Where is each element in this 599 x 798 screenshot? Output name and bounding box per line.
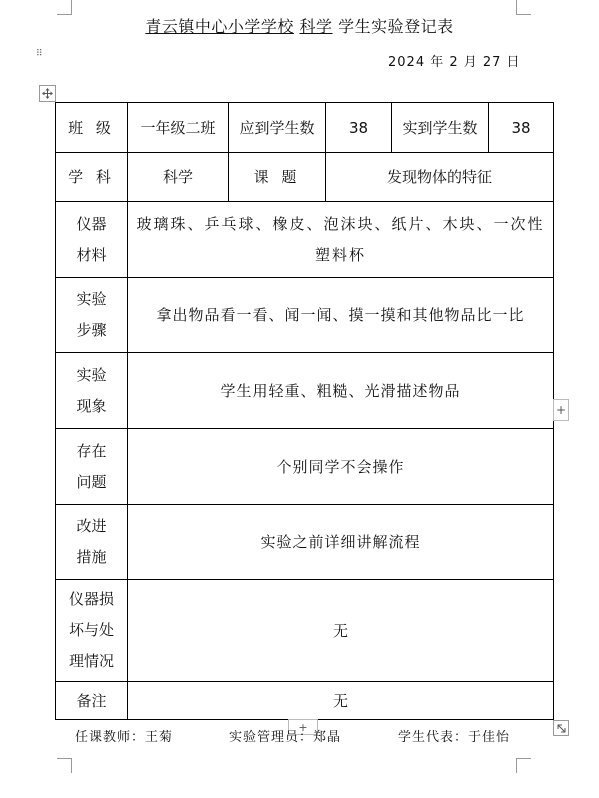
damage-label: [56, 580, 128, 682]
table-row: [56, 429, 554, 505]
actual-students-label: 实到学生数: [392, 103, 489, 153]
phenomena-label: [56, 353, 128, 429]
problems-value[interactable]: 个别同学不会操作: [128, 429, 554, 505]
steps-label-line-2: 步骤: [76, 321, 107, 339]
improvement-label-line-2: 措施: [76, 548, 107, 566]
notes-label: 备注: [56, 682, 128, 720]
problems-label: [56, 429, 128, 505]
title-school-suffix: 学校: [260, 17, 294, 36]
table-move-icon[interactable]: [39, 85, 56, 102]
steps-value[interactable]: 拿出物品看一看、闻一闻、摸一摸和其他物品比一比: [128, 278, 554, 353]
steps-label: [56, 278, 128, 353]
damage-label-line-2: 坏与处: [68, 621, 114, 639]
add-column-button[interactable]: +: [553, 399, 569, 421]
page-corner-mark-bottom-right: [516, 758, 531, 773]
page-corner-mark-top-left: [57, 0, 72, 15]
improvement-label-line-1: 改进: [76, 517, 107, 535]
title-school-name: 青云镇中心小学: [145, 17, 261, 36]
title-subject: 科学: [299, 17, 333, 36]
table-row: [56, 278, 554, 353]
add-row-button[interactable]: +: [288, 719, 318, 735]
title-rest: 学生实验登记表: [338, 17, 454, 36]
table-row: [56, 682, 554, 720]
table-row: [56, 353, 554, 429]
page-corner-mark-bottom-left: [57, 758, 72, 773]
expected-students-value[interactable]: 38: [326, 103, 392, 153]
table-resize-icon[interactable]: [553, 720, 569, 736]
expected-students-label: 应到学生数: [229, 103, 326, 153]
experiment-record-table: [55, 102, 554, 720]
materials-label: [56, 202, 128, 278]
table-row: [56, 580, 554, 682]
materials-label-line-2: 材料: [76, 245, 107, 264]
problems-label-line-1: 存在: [76, 441, 107, 460]
subject-label: 学 科: [56, 153, 128, 202]
phenomena-label-line-2: 现象: [76, 396, 107, 415]
actual-students-value[interactable]: 38: [489, 103, 554, 153]
table-row: [56, 153, 554, 202]
improvement-label: [56, 505, 128, 580]
materials-value[interactable]: 玻璃珠、乒乓球、橡皮、泡沫块、纸片、木块、一次性塑料杯: [128, 202, 554, 278]
document-title: [0, 14, 599, 37]
page-corner-mark-top-right: [516, 0, 531, 15]
class-value[interactable]: 一年级二班: [128, 103, 229, 153]
improvement-value[interactable]: 实验之前详细讲解流程: [128, 505, 554, 580]
class-label: 班 级: [56, 103, 128, 153]
topic-value[interactable]: 发现物体的特征: [326, 153, 554, 202]
problems-label-line-2: 问题: [76, 472, 107, 491]
steps-label-line-1: 实验: [76, 290, 107, 308]
materials-label-line-1: 仪器: [76, 214, 107, 233]
teacher-signature: 任课教师：王菊: [75, 730, 174, 745]
record-date: 2024 年 2 月 27 日: [388, 55, 521, 70]
table-row: [56, 505, 554, 580]
student-representative-signature: 学生代表：于佳怡: [398, 730, 511, 745]
topic-label: 课 题: [229, 153, 326, 202]
lab-manager-signature: 实验管理员：郑晶: [229, 730, 342, 745]
phenomena-label-line-1: 实验: [76, 365, 107, 384]
subject-value[interactable]: 科学: [128, 153, 229, 202]
table-row: [56, 202, 554, 278]
table-row: [56, 103, 554, 153]
notes-value[interactable]: 无: [128, 682, 554, 720]
damage-label-line-1: 仪器损: [68, 590, 114, 608]
phenomena-value[interactable]: 学生用轻重、粗糙、光滑描述物品: [128, 353, 554, 429]
damage-label-line-3: 理情况: [68, 652, 114, 670]
damage-value[interactable]: 无: [128, 580, 554, 682]
paragraph-drag-handle-icon[interactable]: ⠿: [36, 49, 44, 59]
